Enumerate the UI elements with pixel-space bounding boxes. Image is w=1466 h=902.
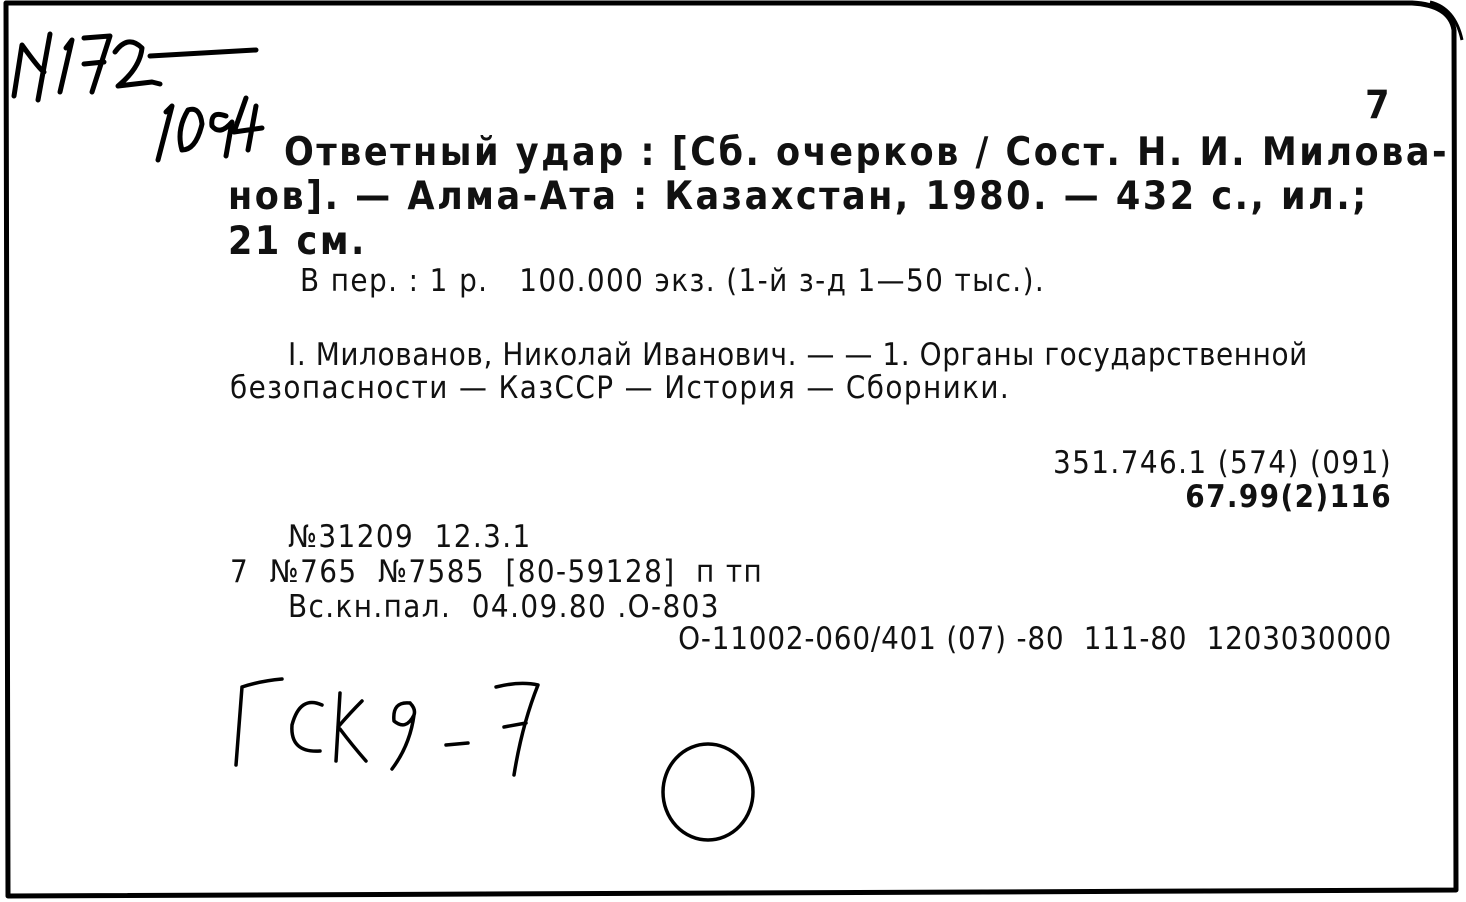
tracing-line-2: безопасности — КазССР — История — Сборники. (230, 370, 1011, 406)
handwritten-note (220, 665, 560, 785)
title-line-1: Ответный удар : [Сб. очерков / Сост. Н. И. Милова- (284, 130, 1450, 175)
service-line-1: №31209 12.3.1 (288, 519, 532, 555)
page-number: 7 (1365, 83, 1392, 128)
tracing-line-1: I. Милованов, Николай Иванович. — — 1. Органы государственной (288, 337, 1308, 373)
title-line-2: нов]. — Алма-Ата : Казахстан, 1980. — 432 с., ил.; (228, 174, 1369, 219)
udc-index: 351.746.1 (574) (091) (1053, 445, 1392, 481)
punch-hole (650, 730, 770, 850)
service-line-4: О-11002-060/401 (07) -80 111-80 1203030000 (678, 621, 1392, 657)
handwritten-call-number (0, 0, 300, 190)
price-line: В пер. : 1 р. 100.000 экз. (1-й з-д 1—50 тыс.). (300, 263, 1046, 299)
service-line-2: 7 №765 №7585 [80-59128] п тп (230, 554, 764, 590)
title-line-3: 21 см. (228, 219, 367, 264)
service-line-3: Вс.кн.пал. 04.09.80 .О-803 (288, 589, 720, 625)
bbk-index: 67.99(2)116 (1185, 479, 1392, 515)
